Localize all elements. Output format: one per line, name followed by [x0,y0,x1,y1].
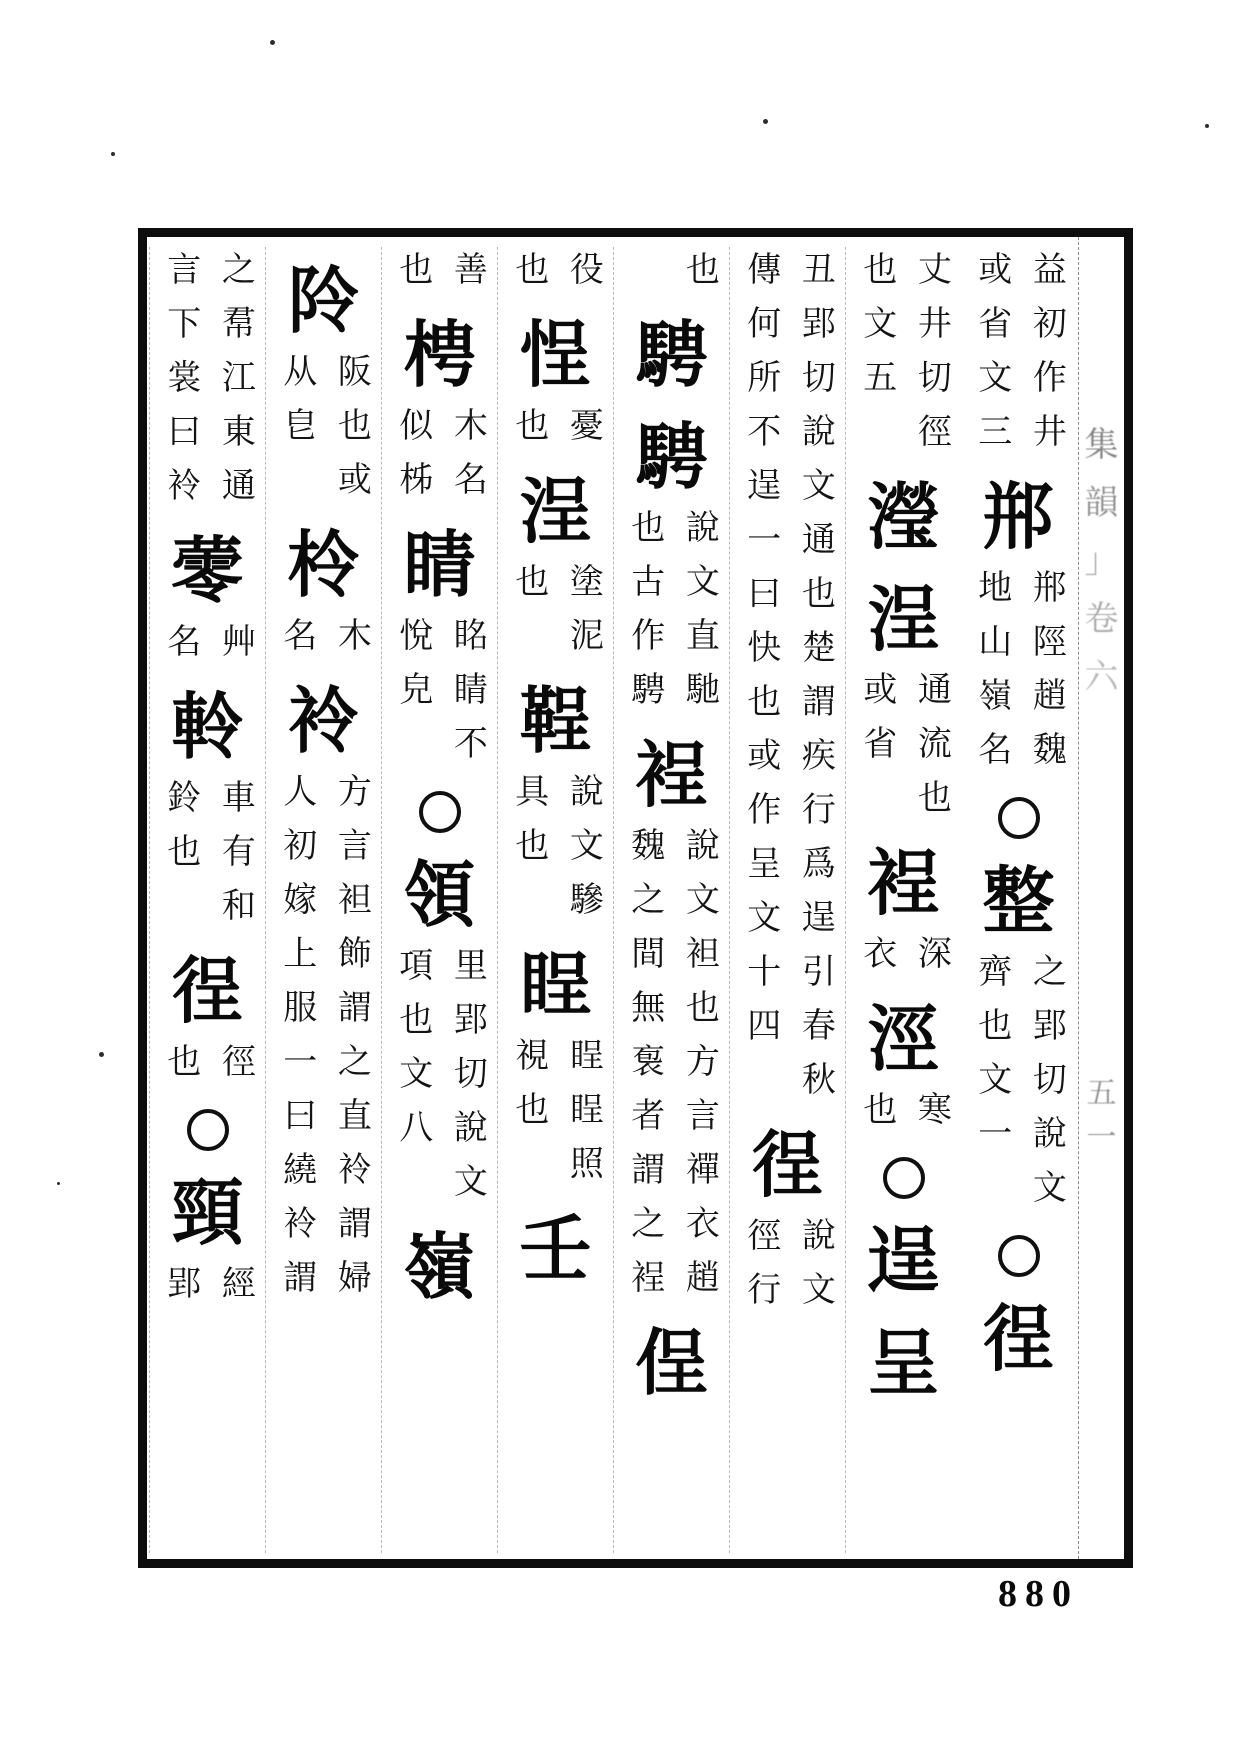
gloss-annotation [498,251,613,305]
text-column-8 [149,247,265,1553]
gloss-annotation [730,251,845,1115]
gloss-annotation [150,779,265,941]
gloss-right-subcolumn: 說文 [796,1217,834,1325]
title-char: 韻 [1084,485,1119,522]
gloss-right-subcolumn: 睈睈照 [564,1037,602,1199]
gloss-annotation [961,251,1076,467]
entry-head-character: 徎 [982,1300,1055,1380]
gloss-annotation [846,1091,961,1145]
text-column-2 [845,247,961,1553]
book-title-vertical [1079,417,1124,707]
scan-speckle [111,152,115,156]
entry-head-character: 浧 [519,472,592,552]
gloss-right-subcolumn: 通流也 [912,671,950,833]
gloss-right-subcolumn: 憂 [564,407,602,461]
gloss-annotation [498,563,613,671]
entry-head-character: 悜 [519,316,592,396]
gloss-annotation [614,827,729,1313]
gloss-left-subcolumn: 也古作騁 [625,509,663,725]
scan-speckle [99,1052,104,1057]
gloss-right-subcolumn: 也 [680,251,718,305]
gloss-left-subcolumn: 鈴也 [161,779,199,887]
entry-head-character: 蕶 [171,532,244,612]
gloss-annotation [961,953,1076,1223]
entry-head-character: 呈 [867,1324,940,1404]
gloss-right-subcolumn: 方言袒飾謂之直袊謂婦 [332,773,370,1313]
gloss-annotation [961,569,1076,785]
gloss-left-subcolumn: 或省文三 [972,251,1010,467]
gloss-annotation [266,773,381,1313]
text-column-5 [497,247,613,1553]
gloss-annotation [266,353,381,515]
entry-head-character: 鞓 [519,682,592,762]
gloss-right-subcolumn: 眳睛不 [448,617,486,779]
gloss-right-subcolumn: 之帬江東通 [216,251,254,521]
gloss-right-subcolumn: 木 [332,617,370,671]
page-number: 880 [998,1573,1079,1615]
entry-head-character: 嶺 [403,1228,476,1308]
gloss-annotation [150,251,265,521]
gloss-annotation [498,773,613,935]
gloss-left-subcolumn: 也 [393,251,431,305]
entry-head-character: 浧 [867,580,940,660]
gloss-left-subcolumn: 地山嶺名 [972,569,1010,785]
gloss-left-subcolumn: 徑行 [741,1217,779,1325]
gloss-left-subcolumn: 傳何所不逞一曰快也或作呈文十四 [741,251,779,1061]
entry-head-character: 涇 [867,1000,940,1080]
entry-head-character: 壬 [519,1210,592,1290]
gloss-left-subcolumn: 衣 [857,935,895,989]
gloss-right-subcolumn: 說文驂 [564,773,602,935]
gloss-annotation [382,617,497,779]
entry-head-character: 裎 [635,736,708,816]
gloss-right-subcolumn: 役 [564,251,602,305]
gloss-left-subcolumn: 也 [857,1091,895,1145]
gloss-annotation [382,251,497,305]
gloss-right-subcolumn: 塗泥 [564,563,602,671]
gloss-right-subcolumn: 木名 [448,407,486,515]
entry-head-character: 領 [403,856,476,936]
entry-head-character: 睛 [403,526,476,606]
gloss-annotation [730,1217,845,1325]
gloss-left-subcolumn: 悅皃 [393,617,431,725]
entry-head-character: 整 [982,862,1055,942]
rhyme-group-circle-marker [187,1109,229,1151]
entry-head-character: 頸 [171,1174,244,1254]
text-column-7 [265,247,381,1553]
entry-head-character: 逞 [867,1222,940,1302]
title-char: 」 [1084,543,1119,580]
gloss-right-subcolumn: 里郢切說文 [448,947,486,1217]
folio-number [1079,1072,1124,1160]
entry-head-character: 騁 [635,418,708,498]
gloss-right-subcolumn: 艸 [216,623,254,677]
folio-char: 一 [1086,1121,1117,1154]
content-columns [147,237,1078,1559]
gloss-right-subcolumn: 說文袒也方言禪衣趙 [680,827,718,1313]
rhyme-group-circle-marker [419,791,461,833]
entry-head-character: 阾 [287,262,360,342]
gloss-left-subcolumn: 言下裳曰袊 [161,251,199,521]
entry-head-character: 柃 [287,526,360,606]
text-column-4 [613,247,729,1553]
gloss-left-subcolumn: 也文五 [857,251,895,413]
gloss-annotation [614,251,729,305]
gloss-left-subcolumn: 項也文八 [393,947,431,1163]
gloss-right-subcolumn: 經 [216,1265,254,1319]
scan-speckle [763,119,768,124]
entry-head-character: 瀅 [867,478,940,558]
gloss-left-subcolumn: 人初嫁上服一曰繞袊謂 [277,773,315,1313]
gloss-right-subcolumn: 徑 [216,1043,254,1097]
scan-speckle [1205,124,1209,128]
gloss-annotation [614,509,729,725]
gloss-right-subcolumn: 益初作井 [1027,251,1065,467]
gloss-left-subcolumn: 也 [509,563,547,617]
gloss-right-subcolumn: 阪也或 [332,353,370,515]
entry-head-character: 徎 [751,1126,824,1206]
entry-head-character: 徎 [171,952,244,1032]
gloss-right-subcolumn: 丑郢切說文通也楚謂疾行爲逞引春秋 [796,251,834,1115]
gloss-left-subcolumn: 齊也文一 [972,953,1010,1169]
entry-head-character: 騁 [635,316,708,396]
gloss-annotation [846,251,961,467]
title-char: 集 [1084,427,1119,464]
gloss-left-subcolumn: 似柹 [393,407,431,515]
entry-head-character: 侱 [635,1324,708,1404]
gloss-right-subcolumn: 深 [912,935,950,989]
gloss-right-subcolumn: 說文直馳 [680,509,718,725]
page-border-box [138,228,1133,1568]
gloss-annotation [382,407,497,515]
gloss-right-subcolumn: 善 [448,251,486,305]
scan-speckle [57,1182,60,1185]
gloss-annotation [498,1037,613,1199]
folio-char: 五 [1086,1077,1117,1110]
entry-head-character: 郱 [982,478,1055,558]
gloss-left-subcolumn: 也 [509,251,547,305]
entry-head-character: 梬 [403,316,476,396]
gloss-right-subcolumn: 郱陘趙魏 [1027,569,1065,785]
gloss-annotation [150,1043,265,1097]
gloss-right-subcolumn: 丈井切徑 [912,251,950,467]
text-column-1 [961,247,1076,1553]
gloss-left-subcolumn: 也 [509,407,547,461]
title-margin-column [1078,237,1124,1559]
gloss-left-subcolumn: 視也 [509,1037,547,1145]
text-column-6 [381,247,497,1553]
gloss-left-subcolumn: 郢 [161,1265,199,1319]
gloss-left-subcolumn [619,251,670,305]
gloss-annotation [382,947,497,1217]
title-char: 卷 [1084,601,1119,638]
gloss-annotation [846,935,961,989]
entry-head-character: 袊 [287,682,360,762]
entry-head-character: 軨 [171,688,244,768]
rhyme-group-circle-marker [998,1235,1040,1277]
scan-speckle [270,40,275,45]
gloss-right-subcolumn: 寒 [912,1091,950,1145]
text-column-3 [729,247,845,1553]
gloss-annotation [498,407,613,461]
rhyme-group-circle-marker [998,797,1040,839]
gloss-annotation [150,1265,265,1319]
gloss-left-subcolumn: 也 [161,1043,199,1097]
gloss-left-subcolumn: 具也 [509,773,547,881]
title-char: 六 [1084,659,1119,696]
rhyme-group-circle-marker [883,1157,925,1199]
gloss-annotation [150,623,265,677]
gloss-left-subcolumn: 或省 [857,671,895,779]
gloss-right-subcolumn: 車有和 [216,779,254,941]
entry-head-character: 睈 [519,946,592,1026]
gloss-right-subcolumn: 之郢切說文 [1027,953,1065,1223]
gloss-annotation [846,671,961,833]
gloss-left-subcolumn: 从皀 [277,353,315,461]
gloss-left-subcolumn: 名 [277,617,315,671]
gloss-annotation [266,617,381,671]
entry-head-character: 裎 [867,844,940,924]
gloss-left-subcolumn: 魏之間無袌者謂之裎 [625,827,663,1313]
gloss-left-subcolumn: 名 [161,623,199,677]
